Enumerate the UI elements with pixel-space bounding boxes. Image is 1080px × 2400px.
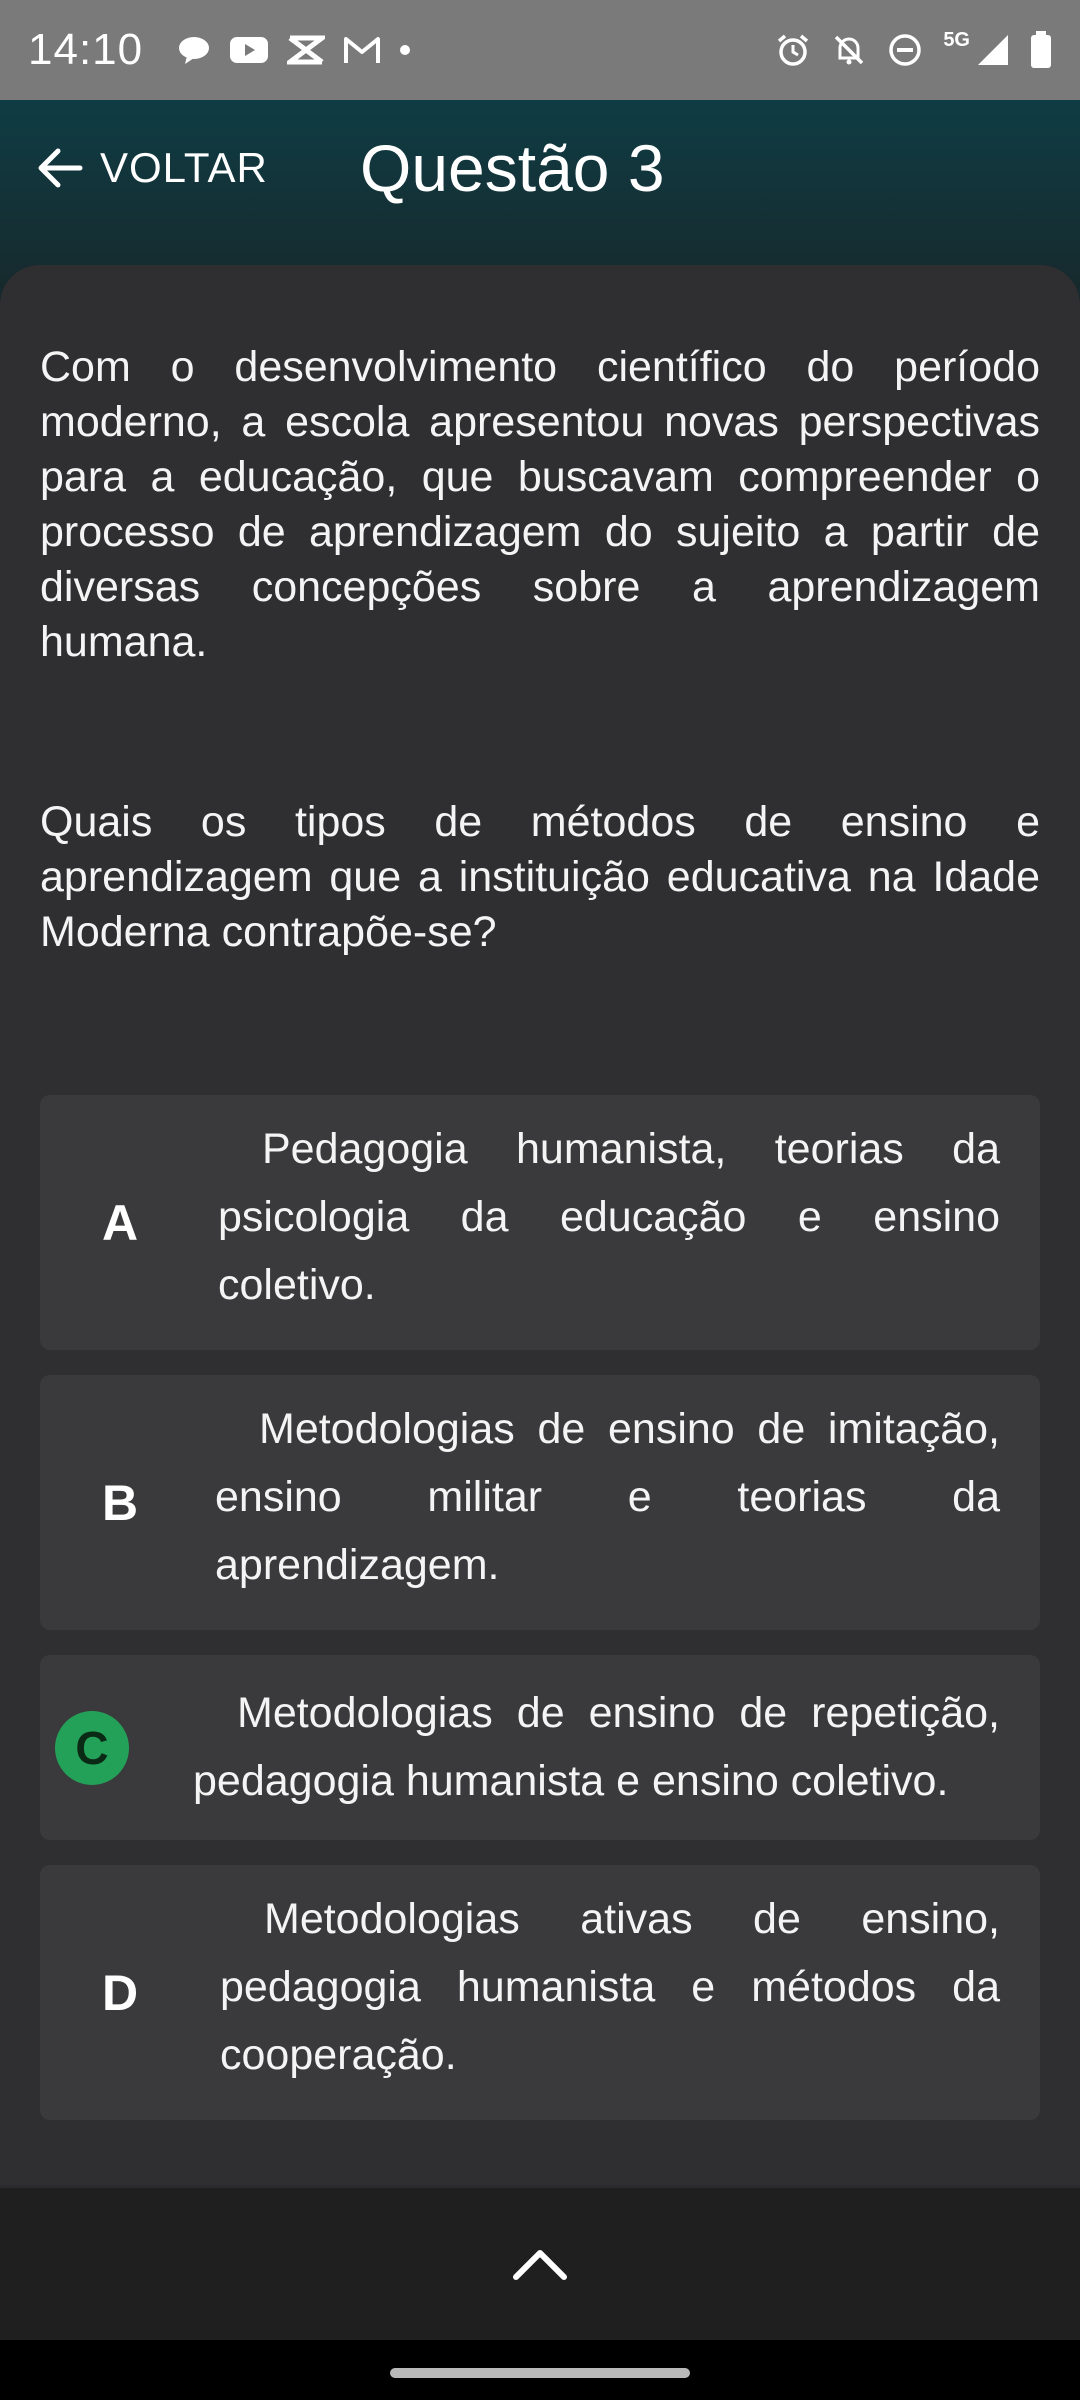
arrow-left-icon — [36, 146, 84, 190]
option-letter: A — [101, 1194, 139, 1251]
network-type-label: 5G — [943, 28, 970, 51]
option-letter-selected: C — [55, 1711, 129, 1785]
option-c[interactable] — [40, 1655, 1040, 1840]
system-navigation-bar — [0, 2340, 1080, 2400]
status-time: 14:10 — [28, 25, 144, 74]
option-text: Metodologias de ensino de repetição, pedagogia humanista e ensino coletivo. — [193, 1689, 1000, 1805]
do-not-disturb-icon — [887, 32, 923, 68]
question-card — [0, 265, 1080, 2185]
option-text: Metodologias ativas de ensino, pedagogia humanista e métodos da cooperação. — [220, 1895, 1000, 2079]
system-icons — [775, 28, 1052, 69]
bell-off-icon — [831, 32, 867, 68]
chat-bubble-icon — [177, 35, 211, 65]
status-bar — [0, 0, 1080, 100]
app-icon — [287, 35, 325, 65]
expand-button[interactable] — [480, 2214, 600, 2314]
battery-icon — [1030, 31, 1052, 69]
chevron-up-icon — [510, 2246, 570, 2282]
youtube-icon — [229, 35, 269, 65]
alarm-icon — [775, 32, 811, 68]
notification-icons — [177, 35, 411, 65]
option-d[interactable] — [40, 1865, 1040, 2120]
page-title: Questão 3 — [360, 131, 665, 205]
option-text: Metodologias de ensino de imitação, ensino militar e teorias da aprendizagem. — [215, 1405, 1000, 1589]
option-b[interactable] — [40, 1375, 1040, 1630]
gmail-icon — [343, 35, 381, 65]
back-button-label: VOLTAR — [100, 144, 268, 191]
back-button[interactable] — [36, 136, 268, 200]
home-indicator[interactable] — [390, 2368, 690, 2378]
option-letter: D — [101, 1964, 139, 2021]
option-letter: B — [101, 1474, 139, 1531]
option-text: Pedagogia humanista, teorias da psicologia da educação e ensino coletivo. — [218, 1125, 1000, 1309]
dot-icon — [399, 44, 411, 56]
option-a[interactable] — [40, 1095, 1040, 1350]
signal-icon — [976, 33, 1010, 67]
bottom-bar — [0, 2188, 1080, 2340]
question-prompt: Quais os tipos de métodos de ensino e aprendizagem que a instituição educativa na Idade Moderna contrapõe-se? — [40, 798, 1040, 956]
question-context: Com o desenvolvimento científico do período moderno, a escola apresentou novas perspectivas para a educação, que buscavam compreender o processo de aprendizagem do sujeito a partir de diversas concepções sobre a aprendizagem humana. — [40, 343, 1040, 666]
